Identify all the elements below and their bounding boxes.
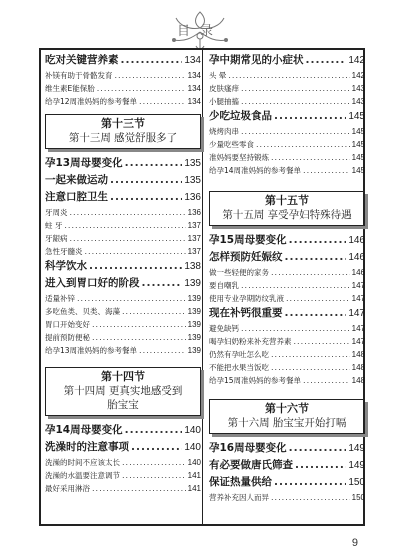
toc-entry-page: 135 (184, 158, 201, 169)
dot-leader (271, 348, 350, 361)
toc-entry-title: 洗澡的水温要注意调节 (45, 471, 120, 480)
toc-entry-title: 洗澡时的注意事项 (45, 441, 129, 453)
toc-entry-page: 147 (351, 294, 365, 303)
toc-group (209, 232, 365, 387)
dot-leader (85, 245, 186, 258)
dot-leader (122, 469, 186, 482)
toc-group (45, 52, 201, 108)
toc-entry-title: 一起来做运动 (45, 174, 108, 186)
section-16-heading (209, 399, 365, 434)
toc-entry[interactable] (45, 258, 201, 275)
toc-entry-page: 148 (351, 376, 365, 385)
dot-leader (110, 189, 182, 206)
dot-leader (271, 491, 350, 504)
toc-entry[interactable] (209, 474, 365, 491)
toc-entry[interactable] (209, 249, 365, 266)
toc-entry-title: 孕14周母婴变化 (45, 424, 123, 436)
section-number: 第十六节 (265, 402, 309, 415)
toc-entry-page: 138 (184, 261, 201, 272)
toc-entry[interactable] (209, 138, 365, 151)
toc-entry[interactable] (209, 491, 365, 504)
toc-left-column (45, 52, 201, 495)
toc-entry[interactable] (209, 108, 365, 125)
toc-entry-page: 150 (351, 493, 365, 502)
toc-entry-title: 提前预防便秘 (45, 333, 90, 342)
dot-leader (285, 305, 347, 322)
dot-leader (241, 95, 350, 108)
dot-leader (285, 249, 347, 266)
toc-entry-title: 维生素E能保胎 (45, 84, 95, 93)
toc-entry-page: 141 (187, 484, 201, 493)
toc-entry-page: 134 (187, 84, 201, 93)
section-14-heading (45, 367, 201, 416)
toc-entry-title: 科学饮水 (45, 260, 87, 272)
dot-leader (295, 457, 346, 474)
section-title: 第十五周 享受孕妇特殊待遇 (222, 209, 352, 221)
dot-leader (256, 138, 350, 151)
toc-entry[interactable] (209, 305, 365, 322)
toc-entry-title: 多吃鱼类、贝类、海藻 (45, 307, 120, 316)
dot-leader (289, 232, 347, 249)
toc-entry-title: 准妈妈要坚持锻炼 (209, 153, 269, 162)
dot-leader (303, 374, 350, 387)
dot-leader (303, 164, 350, 177)
page-number: 9 (351, 537, 358, 549)
toc-entry-page: 137 (187, 247, 201, 256)
dot-leader (92, 331, 186, 344)
dot-leader (89, 258, 182, 275)
toc-entry-page: 145 (351, 127, 365, 136)
dot-leader (228, 69, 349, 82)
dot-leader (241, 322, 350, 335)
toc-entry[interactable] (209, 361, 365, 374)
toc-entry-page: 147 (351, 337, 365, 346)
toc-entry-page: 146 (351, 268, 365, 277)
toc-entry-page: 134 (184, 55, 201, 66)
toc-entry-page: 145 (351, 153, 365, 162)
toc-entry-title: 进入到胃口好的阶段 (45, 277, 140, 289)
toc-entry[interactable] (45, 189, 201, 206)
toc-entry-page: 146 (348, 235, 365, 246)
toc-entry-page: 148 (351, 363, 365, 372)
toc-entry-page: 143 (351, 84, 365, 93)
dot-leader (289, 440, 347, 457)
toc-entry-page: 139 (184, 278, 201, 289)
toc-entry-title: 洗澡的时间不应该太长 (45, 458, 120, 467)
toc-entry-title: 喝孕妇奶粉来补充营养素 (209, 337, 292, 346)
toc-entry-page: 143 (351, 97, 365, 106)
toc-entry-page: 134 (187, 71, 201, 80)
toc-entry[interactable] (209, 440, 365, 457)
toc-entry-title: 头 晕 (209, 71, 227, 80)
dot-leader (241, 279, 350, 292)
toc-entry-page: 134 (187, 97, 201, 106)
toc-entry-title: 小腿抽搐 (209, 97, 239, 106)
toc-entry-page: 136 (184, 192, 201, 203)
dot-leader (241, 125, 350, 138)
toc-entry-page: 145 (348, 111, 365, 122)
toc-entry-page: 137 (187, 221, 201, 230)
toc-entry-title: 少量吃些零食 (209, 140, 254, 149)
toc-entry[interactable] (45, 422, 201, 439)
dot-leader (274, 108, 346, 125)
toc-entry-title: 做一些轻便的家务 (209, 268, 269, 277)
toc-entry-page: 149 (348, 460, 365, 471)
toc-entry-page: 142 (351, 71, 365, 80)
toc-entry[interactable] (45, 469, 201, 482)
toc-entry-title: 有必要做唐氏筛查 (209, 459, 293, 471)
toc-entry-title: 烧烤肉串 (209, 127, 239, 136)
toc-entry-page: 145 (351, 166, 365, 175)
toc-entry[interactable] (45, 245, 201, 258)
dot-leader (125, 422, 183, 439)
toc-entry[interactable] (209, 374, 365, 387)
toc-entry-title: 少吃垃圾食品 (209, 110, 272, 122)
toc-entry-title: 保证热量供给 (209, 476, 272, 488)
dot-leader (92, 482, 186, 495)
toc-entry-title: 使用专业孕期防纹乳液 (209, 294, 284, 303)
toc-entry[interactable] (45, 232, 201, 245)
dot-leader (122, 305, 186, 318)
dot-leader (241, 82, 350, 95)
dot-leader (271, 361, 350, 374)
toc-entry-title: 营养补充因人而异 (209, 493, 269, 502)
toc-entry-page: 136 (187, 208, 201, 217)
toc-group (209, 440, 365, 504)
page-header (0, 6, 400, 46)
toc-entry[interactable] (45, 305, 201, 318)
toc-entry-page: 139 (187, 307, 201, 316)
toc-entry-title: 现在补钙很重要 (209, 307, 283, 319)
dot-leader (77, 292, 186, 305)
toc-entry-page: 150 (348, 477, 365, 488)
section-title: 第十六周 胎宝宝开始打嗝 (227, 417, 347, 429)
section-title: 第十三周 感觉舒服多了 (68, 132, 178, 144)
section-15-heading (209, 191, 365, 226)
toc-group (209, 52, 365, 177)
dot-leader (286, 292, 350, 305)
toc-entry-title: 吃对关键营养素 (45, 54, 119, 66)
toc-entry-page: 135 (184, 175, 201, 186)
toc-entry[interactable] (45, 482, 201, 495)
toc-entry-page: 148 (351, 350, 365, 359)
toc-entry-page: 141 (187, 471, 201, 480)
toc-entry-title: 补镁有助于骨骼发育 (45, 71, 113, 80)
toc-entry-title: 最好采用淋浴 (45, 484, 90, 493)
toc-entry[interactable] (45, 344, 201, 357)
page-title: 目录 (176, 24, 223, 39)
toc-entry[interactable] (45, 331, 201, 344)
toc-entry-title: 孕中期常见的小症状 (209, 54, 304, 66)
toc-entry-title: 不能把水果当饭吃 (209, 363, 269, 372)
dot-leader (125, 155, 183, 172)
section-number: 第十三节 (101, 117, 145, 130)
toc-entry-page: 147 (351, 281, 365, 290)
dot-leader (121, 52, 183, 69)
toc-entry-title: 蛀 牙 (45, 221, 63, 230)
toc-entry-page: 149 (348, 443, 365, 454)
section-number: 第十五节 (265, 194, 309, 207)
toc-entry[interactable] (209, 457, 365, 474)
dot-leader (110, 172, 182, 189)
toc-entry-page: 146 (348, 252, 365, 263)
dot-leader (142, 275, 183, 292)
toc-entry-title: 孕15周母婴变化 (209, 234, 287, 246)
toc-entry-title: 给孕14周准妈妈的参考餐单 (209, 166, 302, 175)
toc-entry[interactable] (209, 52, 365, 69)
toc-entry-page: 142 (348, 55, 365, 66)
toc-entry[interactable] (45, 318, 201, 331)
toc-entry-title: 仍然有孕吐怎么吃 (209, 350, 269, 359)
toc-entry-title: 要自嘲乳 (209, 281, 239, 290)
toc-entry[interactable] (45, 52, 201, 69)
toc-entry[interactable] (45, 219, 201, 232)
toc-entry[interactable] (209, 335, 365, 348)
toc-entry[interactable] (209, 322, 365, 335)
dot-leader (70, 206, 186, 219)
dot-leader (92, 318, 186, 331)
toc-entry[interactable] (45, 206, 201, 219)
toc-group (45, 422, 201, 495)
toc-entry-page: 139 (187, 320, 201, 329)
toc-entry[interactable] (209, 164, 365, 177)
toc-entry[interactable] (45, 275, 201, 292)
toc-entry[interactable] (209, 348, 365, 361)
toc-entry[interactable] (209, 95, 365, 108)
section-title: 第十四周 更真实地感受到胎宝宝 (63, 385, 183, 411)
dot-leader (294, 335, 350, 348)
section-number: 第十四节 (101, 370, 145, 383)
toc-entry-page: 140 (187, 458, 201, 467)
dot-leader (271, 151, 350, 164)
toc-entry-title: 注意口腔卫生 (45, 191, 108, 203)
toc-entry-title: 牙龈病 (45, 234, 68, 243)
toc-entry[interactable] (209, 279, 365, 292)
toc-entry-title: 怎样预防妊娠纹 (209, 251, 283, 263)
toc-entry-title: 牙周炎 (45, 208, 68, 217)
toc-entry-title: 给孕15周准妈妈的参考餐单 (209, 376, 302, 385)
toc-entry-page: 145 (351, 140, 365, 149)
toc-entry[interactable] (209, 151, 365, 164)
toc-entry-title: 给孕12周准妈妈的参考餐单 (45, 97, 138, 106)
toc-entry[interactable] (45, 292, 201, 305)
toc-entry-title: 孕13周母婴变化 (45, 157, 123, 169)
toc-entry-title: 孕16周母婴变化 (209, 442, 287, 454)
toc-entry-page: 139 (187, 294, 201, 303)
dot-leader (131, 439, 182, 456)
toc-right-column (209, 52, 365, 504)
dot-leader (115, 69, 186, 82)
toc-entry[interactable] (45, 155, 201, 172)
dot-leader (306, 52, 347, 69)
toc-entry[interactable] (45, 69, 201, 82)
column-divider (202, 48, 203, 526)
toc-entry-title: 给孕13周准妈妈的参考餐单 (45, 346, 138, 355)
toc-entry-page: 140 (184, 425, 201, 436)
toc-entry-page: 147 (351, 324, 365, 333)
dot-leader (97, 82, 186, 95)
dot-leader (64, 219, 185, 232)
toc-entry[interactable] (45, 82, 201, 95)
dot-leader (122, 456, 186, 469)
dot-leader (274, 474, 346, 491)
dot-leader (70, 232, 186, 245)
toc-entry[interactable] (45, 456, 201, 469)
toc-entry[interactable] (209, 69, 365, 82)
toc-entry-page: 137 (187, 234, 201, 243)
dot-leader (139, 95, 186, 108)
toc-entry-page: 139 (187, 346, 201, 355)
section-13-heading (45, 114, 201, 149)
toc-entry-title: 适量补锌 (45, 294, 75, 303)
toc-entry-title: 胃口开始变好 (45, 320, 90, 329)
toc-entry[interactable] (209, 125, 365, 138)
toc-group (45, 155, 201, 357)
toc-entry-page: 139 (187, 333, 201, 342)
toc-entry-page: 140 (184, 442, 201, 453)
toc-entry[interactable] (209, 292, 365, 305)
toc-entry-title: 避免缺钙 (209, 324, 239, 333)
toc-entry[interactable] (209, 266, 365, 279)
toc-entry[interactable] (209, 82, 365, 95)
dot-leader (139, 344, 186, 357)
toc-entry[interactable] (45, 95, 201, 108)
dot-leader (271, 266, 350, 279)
toc-entry[interactable] (45, 172, 201, 189)
toc-entry[interactable] (45, 439, 201, 456)
toc-entry[interactable] (209, 232, 365, 249)
toc-entry-title: 急性牙髓炎 (45, 247, 83, 256)
toc-entry-page: 147 (348, 308, 365, 319)
toc-entry-title: 皮肤瘙痒 (209, 84, 239, 93)
